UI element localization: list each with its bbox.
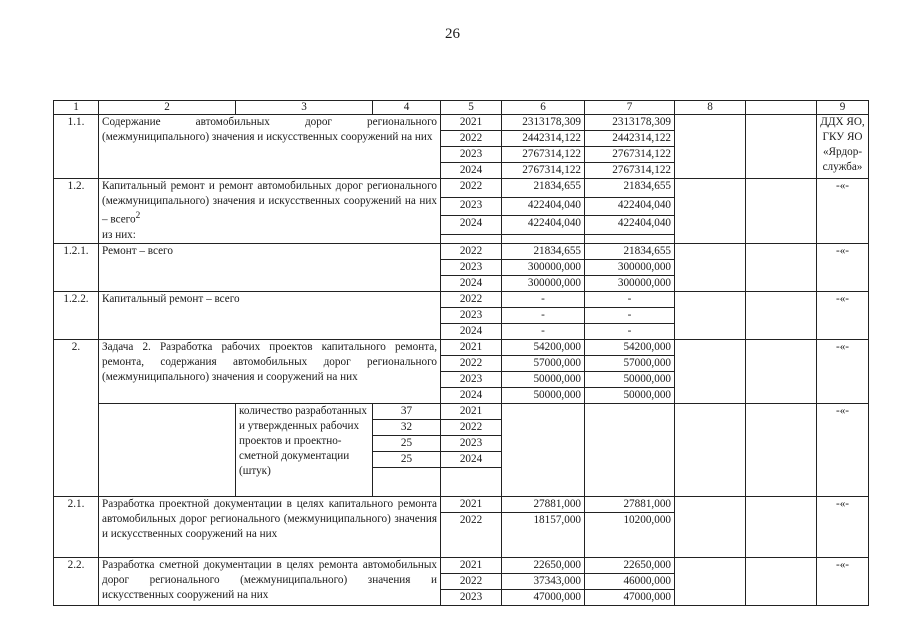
- value-cell: 2313178,309: [585, 115, 675, 131]
- empty-cell: [746, 243, 817, 291]
- value-cell: 300000,000: [502, 275, 585, 291]
- empty-cell: [585, 234, 675, 243]
- value-cell: 47000,000: [585, 589, 675, 605]
- value-cell: 57000,000: [585, 355, 675, 371]
- value-cell: 21834,655: [502, 243, 585, 259]
- header-cell: 9: [817, 101, 869, 115]
- row-description: Разработка сметной документации в целях ремонта автомобильных дорог регионального (межмуниципального) значения и искусственных сооружений на них: [99, 557, 441, 605]
- empty-cell: [746, 557, 817, 605]
- row-number: 1.2.: [54, 179, 99, 244]
- table-row: [54, 115, 869, 131]
- year-cell: 2024: [441, 275, 502, 291]
- year-cell: 2021: [441, 496, 502, 512]
- row-description-sub: из них:: [102, 228, 136, 241]
- row-number: 2.2.: [54, 557, 99, 605]
- header-row: [54, 101, 869, 115]
- value-cell: 27881,000: [502, 496, 585, 512]
- year-cell: 2024: [441, 323, 502, 339]
- row-description: Ремонт – всего: [99, 243, 441, 291]
- value-cell: 46000,000: [585, 573, 675, 589]
- empty-cell: [675, 115, 746, 179]
- year-cell: 2023: [441, 147, 502, 163]
- indicator-label: количество разработанных и утвержденных рабочих проектов и проектно-сметной документации (штук): [236, 403, 373, 496]
- value-cell: -: [502, 291, 585, 307]
- header-cell: 8: [675, 101, 746, 115]
- value-cell: 50000,000: [585, 371, 675, 387]
- year-cell: 2024: [441, 451, 502, 467]
- value-cell: 22650,000: [502, 557, 585, 573]
- empty-cell: [746, 403, 817, 496]
- value-cell: 2767314,122: [502, 163, 585, 179]
- year-cell: 2021: [441, 557, 502, 573]
- page-number: 26: [445, 26, 460, 42]
- empty-cell: [746, 179, 817, 244]
- indicator-value: 32: [373, 419, 441, 435]
- value-cell: 2767314,122: [585, 147, 675, 163]
- value-cell: -: [502, 323, 585, 339]
- row-description: [99, 179, 441, 244]
- year-cell: 2023: [441, 307, 502, 323]
- value-cell: 2442314,122: [585, 131, 675, 147]
- value-cell: 10200,000: [585, 512, 675, 557]
- value-cell: 2767314,122: [502, 147, 585, 163]
- value-cell: 54200,000: [585, 339, 675, 355]
- year-cell: 2022: [441, 291, 502, 307]
- value-cell: 18157,000: [502, 512, 585, 557]
- value-cell: 422404,040: [502, 197, 585, 216]
- executor-cell: -«-: [817, 179, 869, 244]
- empty-cell: [675, 496, 746, 557]
- executor-cell: ДДХ ЯО, ГКУ ЯО «Ярдор-служба»: [817, 115, 869, 179]
- header-cell: 4: [373, 101, 441, 115]
- value-cell: 54200,000: [502, 339, 585, 355]
- indicator-value: 25: [373, 451, 441, 467]
- value-cell: 50000,000: [585, 387, 675, 403]
- header-cell: 1: [54, 101, 99, 115]
- value-cell: -: [585, 323, 675, 339]
- empty-cell: [675, 243, 746, 291]
- year-cell: 2021: [441, 339, 502, 355]
- header-cell: [746, 101, 817, 115]
- empty-cell: [441, 467, 502, 496]
- empty-cell: [99, 403, 236, 496]
- year-cell: 2023: [441, 589, 502, 605]
- value-cell: 57000,000: [502, 355, 585, 371]
- empty-cell: [502, 403, 585, 496]
- executor-cell: -«-: [817, 403, 869, 496]
- value-cell: 422404,040: [585, 216, 675, 235]
- year-cell: 2022: [441, 419, 502, 435]
- table-row: [54, 243, 869, 259]
- value-cell: 2313178,309: [502, 115, 585, 131]
- row-description: Содержание автомобильных дорог регионального (межмуниципального) значения и искусственных сооружений на них: [99, 115, 441, 179]
- value-cell: 50000,000: [502, 371, 585, 387]
- indicator-value: 37: [373, 403, 441, 419]
- empty-cell: [441, 234, 502, 243]
- header-cell: 5: [441, 101, 502, 115]
- value-cell: 37343,000: [502, 573, 585, 589]
- executor-cell: -«-: [817, 496, 869, 557]
- program-table: [53, 100, 869, 606]
- row-description: Задача 2. Разработка рабочих проектов капитального ремонта, ремонта, содержания автомобильных дорог регионального (межмуниципального) значения и сооружений на них: [99, 339, 441, 403]
- year-cell: 2023: [441, 435, 502, 451]
- year-cell: 2023: [441, 371, 502, 387]
- empty-cell: [675, 557, 746, 605]
- year-cell: 2024: [441, 163, 502, 179]
- row-number: 2.: [54, 339, 99, 496]
- year-cell: 2022: [441, 243, 502, 259]
- empty-cell: [502, 234, 585, 243]
- year-cell: 2024: [441, 216, 502, 235]
- year-cell: 2021: [441, 403, 502, 419]
- value-cell: 300000,000: [585, 275, 675, 291]
- executor-cell: -«-: [817, 339, 869, 403]
- empty-cell: [373, 467, 441, 496]
- footnote-mark: 2: [135, 211, 141, 221]
- header-cell: 3: [236, 101, 373, 115]
- value-cell: 21834,655: [585, 243, 675, 259]
- header-cell: 7: [585, 101, 675, 115]
- header-cell: 2: [99, 101, 236, 115]
- empty-cell: [746, 291, 817, 339]
- executor-cell: -«-: [817, 557, 869, 605]
- value-cell: -: [585, 291, 675, 307]
- row-number: 2.1.: [54, 496, 99, 557]
- empty-cell: [746, 496, 817, 557]
- empty-cell: [585, 403, 675, 496]
- year-cell: 2022: [441, 512, 502, 557]
- value-cell: -: [502, 307, 585, 323]
- table-row: [54, 339, 869, 355]
- indicator-row: [54, 403, 869, 419]
- year-cell: 2023: [441, 259, 502, 275]
- row-description-text: Капитальный ремонт и ремонт автомобильных дорог регионального (межмуниципального) значения и искусственных сооружений на них – всего: [102, 180, 437, 226]
- value-cell: 300000,000: [502, 259, 585, 275]
- year-cell: 2024: [441, 387, 502, 403]
- value-cell: 422404,040: [502, 216, 585, 235]
- executor-cell: -«-: [817, 291, 869, 339]
- value-cell: 422404,040: [585, 197, 675, 216]
- year-cell: 2022: [441, 573, 502, 589]
- value-cell: 22650,000: [585, 557, 675, 573]
- empty-cell: [675, 403, 746, 496]
- empty-cell: [746, 339, 817, 403]
- year-cell: 2022: [441, 179, 502, 198]
- empty-cell: [746, 115, 817, 179]
- value-cell: 2442314,122: [502, 131, 585, 147]
- value-cell: 21834,655: [502, 179, 585, 198]
- year-cell: 2022: [441, 355, 502, 371]
- table-row: [54, 557, 869, 573]
- row-number: 1.1.: [54, 115, 99, 179]
- indicator-value: 25: [373, 435, 441, 451]
- value-cell: 2767314,122: [585, 163, 675, 179]
- year-cell: 2023: [441, 197, 502, 216]
- value-cell: 50000,000: [502, 387, 585, 403]
- value-cell: 47000,000: [502, 589, 585, 605]
- empty-cell: [675, 291, 746, 339]
- table-row: [54, 496, 869, 512]
- header-cell: 6: [502, 101, 585, 115]
- value-cell: 21834,655: [585, 179, 675, 198]
- value-cell: 300000,000: [585, 259, 675, 275]
- empty-cell: [675, 179, 746, 244]
- executor-cell: -«-: [817, 243, 869, 291]
- value-cell: 27881,000: [585, 496, 675, 512]
- table-row: [54, 291, 869, 307]
- row-description: Разработка проектной документации в целях капитального ремонта автомобильных дорог регионального (межмуниципального) значения и искусственных сооружений на них: [99, 496, 441, 557]
- table-row: [54, 179, 869, 198]
- year-cell: 2022: [441, 131, 502, 147]
- row-number: 1.2.1.: [54, 243, 99, 291]
- row-number: 1.2.2.: [54, 291, 99, 339]
- row-description: Капитальный ремонт – всего: [99, 291, 441, 339]
- value-cell: -: [585, 307, 675, 323]
- empty-cell: [675, 339, 746, 403]
- year-cell: 2021: [441, 115, 502, 131]
